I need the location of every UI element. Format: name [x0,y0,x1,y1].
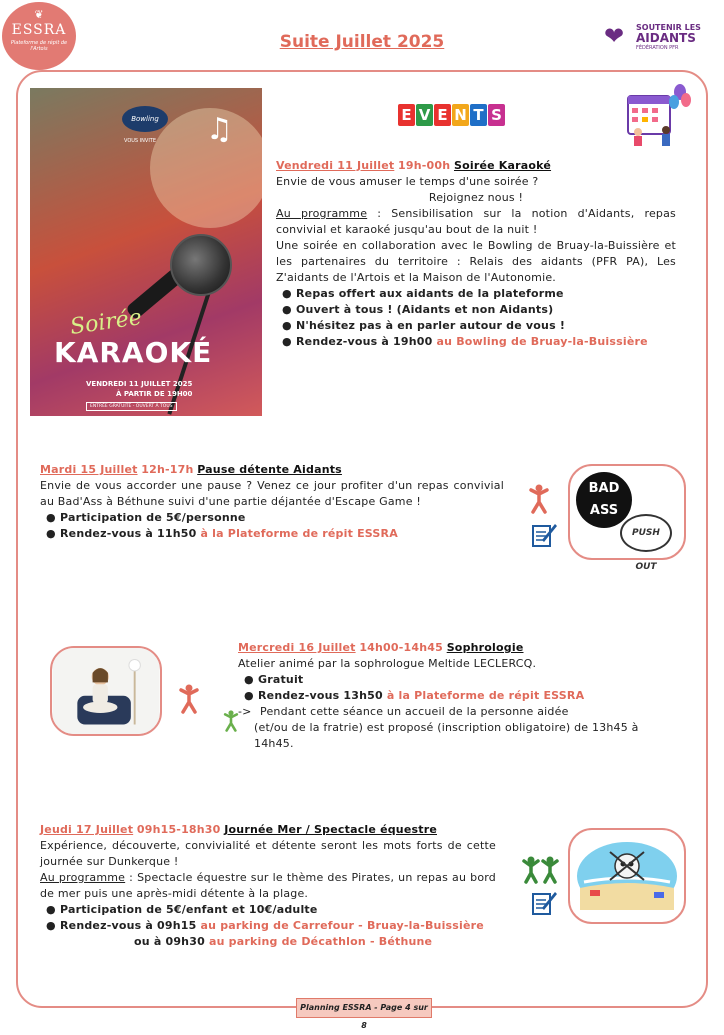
poster-invite: VOUS INVITE [124,138,157,144]
events-letter: V [416,104,433,126]
event-title: Journée Mer / Spectacle équestre [224,823,437,836]
note-rest: (et/ou de la fratrie) est proposé (inscription obligatoire) de 13h45 à 14h45. [254,721,639,750]
calendar-balloons-illustration [618,82,692,148]
poster-time: À PARTIR DE 19H00 [116,390,193,398]
logo-name: ESSRA [11,22,67,38]
bullet-text: Participation de 5€/enfant et 10€/adulte [60,903,318,916]
list-item [40,918,496,934]
rdv-text: Rendez-vous à 09h15 [60,919,201,932]
rdv-text: Rendez-vous à 11h50 [60,527,201,540]
event-heading [40,822,496,838]
partner-logo [604,18,704,54]
bullet-text: Gratuit [258,673,304,686]
bullet-icon: ● [46,919,56,932]
event-time: 09h15-18h30 [136,823,221,836]
event-date: Vendredi 11 Juillet [276,159,395,172]
poster-entry: ENTRÉE GRATUITE - OUVERT À TOUS [86,402,177,411]
event-time: 12h-17h [141,463,194,476]
list-item [40,526,504,542]
event-pause-detente [40,462,504,542]
event-journee-mer [40,822,496,950]
beach-image-frame [568,828,686,924]
programme-text: : Spectacle équestre sur le thème des Pirates, un repas au bord de mer puis une après-midi détente à la plage. [40,871,496,900]
event-date: Jeudi 17 Juillet [40,823,134,836]
partner-line2: AIDANTS [636,31,696,45]
list-item [238,672,648,688]
list-item [40,934,496,950]
rdv-place: au parking de Décathlon - Béthune [208,935,433,948]
event-title: Sophrologie [446,641,524,654]
escape-game-logo: PUSH OUT [620,514,672,552]
event-intro: Envie de vous amuser le temps d'une soirée ? [276,175,539,188]
person-running-icon [178,684,200,714]
events-sign [398,70,505,126]
event-time: 19h-00h [398,159,451,172]
arrow-icon: -> [238,705,252,718]
event-sophrologie [238,640,648,752]
pen-paper-icon [530,888,558,916]
events-letter: E [434,104,451,126]
list-item [40,510,504,526]
event-heading [40,462,504,478]
bullet-icon: ● [46,903,56,916]
bullet-icon: ● [282,319,292,332]
bullet-text: Participation de 5€/personne [60,511,246,524]
bullet-icon: ● [46,511,56,524]
sophrology-photo [52,648,160,734]
bullet-icon: ● [282,287,292,300]
poster-soiree: Soirée [68,305,144,340]
sophrology-image-frame [50,646,162,736]
event-time: 14h00-14h45 [359,641,443,654]
bullet-icon: ● [46,527,56,540]
event-date: Mardi 15 Juillet [40,463,138,476]
bullet-icon: ● [282,303,292,316]
event-collab: Une soirée en collaboration avec le Bowling de Bruay-la-Buissière et les partenaires du territoire : Relais des aidants (PFR PA), Les Z'aidants de l'Artois et la Maison de l'Autonomie. [276,239,676,284]
events-letter: N [452,104,469,126]
page-title: Suite Juillet 2025 [279,32,445,52]
event-karaoke [276,158,676,350]
event-title: Pause détente Aidants [197,463,342,476]
list-item [276,286,676,302]
event-text: Envie de vous accorder une pause ? Venez ce jour profiter d'un repas convivial au Bad'Ass à Béthune suivi d'une partie déjantée d'Escape Game ! [40,479,504,508]
partner-line1: SOUTENIR LES [636,23,701,32]
rdv-text: Rendez-vous à 19h00 [296,335,437,348]
bowling-logo: Bowling [122,106,168,132]
rdv-place: à la Plateforme de répit ESSRA [200,527,398,540]
note-text: Pendant cette séance un accueil de la personne aidée [260,705,569,718]
bullet-icon: ● [244,673,254,686]
music-notes-icon: ♫ [206,112,233,147]
list-item [276,302,676,318]
rdv-place: au parking de Carrefour - Bruay-la-Buissière [200,919,484,932]
logo-subtitle: Plateforme de répit de l'Artois [10,40,68,52]
event-text: Expérience, découverte, convivialité et détente seront les mots forts de cette journée sur Dunkerque ! [40,839,496,868]
events-letter: E [398,104,415,126]
programme-label: Au programme [276,207,368,220]
bullet-text: Ouvert à tous ! (Aidants et non Aidants) [296,303,554,316]
event-title: Soirée Karaoké [453,159,552,172]
pen-paper-icon [530,520,558,548]
programme-text: : Sensibilisation sur la notion d'Aidants, repas convivial et karaoké jusqu'au bout de la nuit ! [276,207,676,236]
group-people-icon [522,856,560,884]
note-line [238,704,648,720]
bullet-icon: ● [244,689,254,702]
leaf-icon: ❦ [34,8,44,21]
bullet-text: N'hésitez pas à en parler autour de vous ! [296,319,566,332]
heart-people-icon: ❤ [604,22,625,50]
bullet-text: Repas offert aux aidants de la plateforme [296,287,564,300]
badass-logo: BAD ASS [576,472,632,528]
programme-label: Au programme [40,871,126,884]
rdv-text: Rendez-vous 13h50 [258,689,387,702]
event-text: Atelier animé par la sophrologue Meltide LECLERCQ. [238,657,537,670]
page-footer: Planning ESSRA - Page 4 sur 8 [296,998,432,1018]
partner-line3: FÉDÉRATION PFR [636,45,679,51]
rdv-text: ou à 09h30 [134,935,209,948]
events-letter: T [470,104,487,126]
list-item [276,334,676,350]
rdv-place: au Bowling de Bruay-la-Buissière [436,335,648,348]
event-programme [40,870,496,902]
event-intro-center: Rejoignez nous ! [428,191,524,204]
bullet-icon: ● [282,335,292,348]
event-programme [276,206,676,238]
pirate-beach-image [570,830,684,922]
event-heading [238,640,648,656]
list-item [40,902,496,918]
event-heading [276,158,676,174]
badass-image-frame [568,464,686,572]
poster-karaoke: KARAOKÉ [54,336,213,369]
rdv-place: à la Plateforme de répit ESSRA [386,689,585,702]
karaoke-poster [30,88,262,416]
list-item [276,318,676,334]
event-date: Mercredi 16 Juillet [238,641,356,654]
events-letter: S [488,104,505,126]
microphone-icon [170,234,232,296]
poster-date: VENDREDI 11 JUILLET 2025 [86,380,193,388]
list-item [238,688,648,704]
person-running-icon [528,484,550,514]
